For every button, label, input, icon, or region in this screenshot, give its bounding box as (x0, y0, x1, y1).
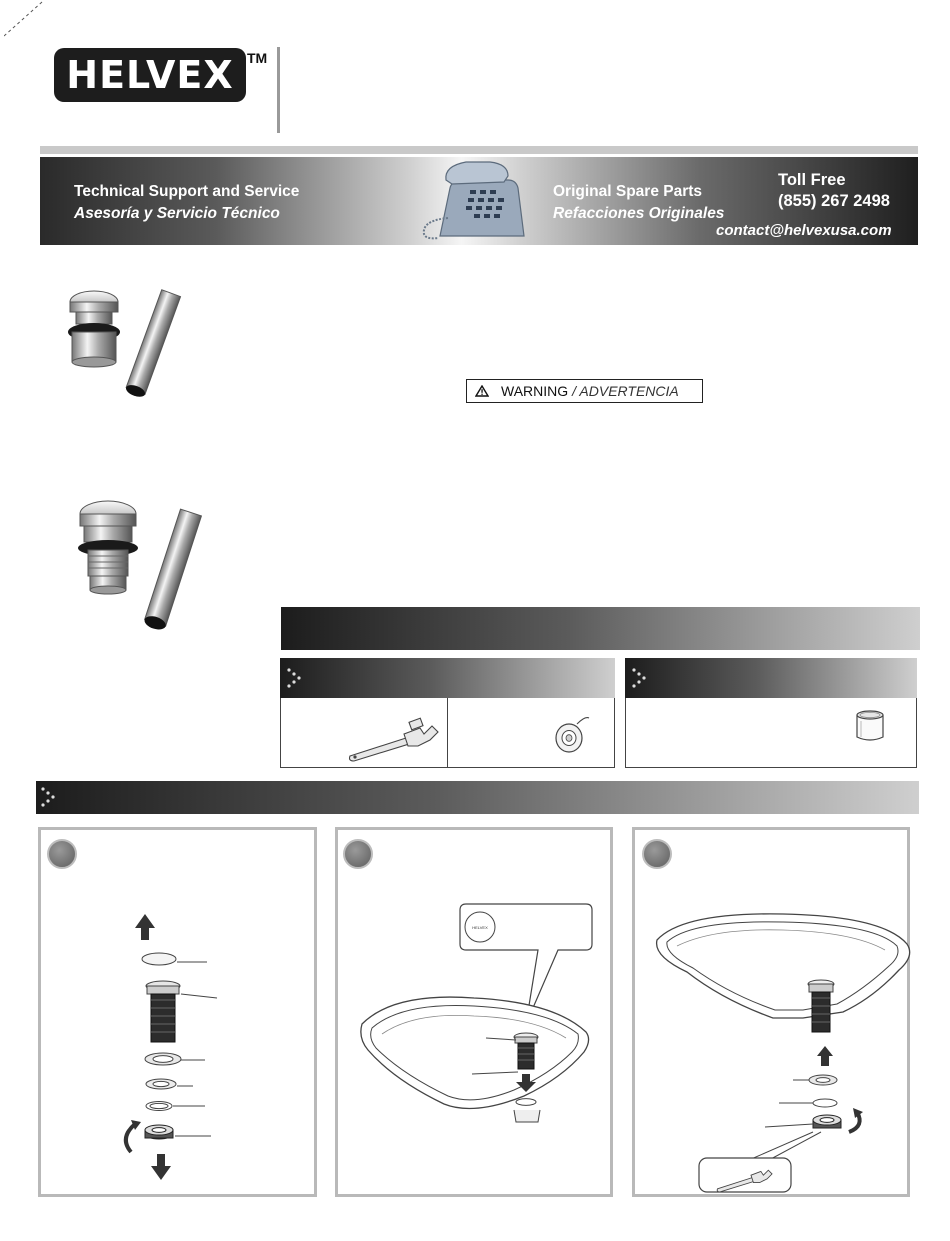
step-number-badge (343, 839, 373, 869)
drain-valve-product-image (58, 288, 188, 403)
materials-header (625, 658, 917, 698)
helvex-logo (54, 48, 246, 102)
warning-text-en: WARNING (501, 383, 569, 399)
sealant-can-icon (853, 709, 887, 743)
telephone-icon (412, 158, 530, 244)
drain-into-basin-diagram (354, 900, 604, 1192)
header-divider (277, 47, 280, 133)
cut-line (4, 0, 44, 40)
step-3-panel (632, 827, 910, 1197)
trademark-mark: TM (247, 50, 268, 66)
exploded-drain-diagram (101, 908, 261, 1190)
bullet-dots-icon (631, 667, 647, 689)
parts-title-es: Refacciones Originales (553, 205, 725, 222)
installation-steps-bar (36, 781, 919, 814)
warning-triangle-icon (475, 385, 489, 397)
bullet-dots-icon (286, 667, 302, 689)
support-title-es: Asesoría y Servicio Técnico (74, 205, 280, 222)
warning-text-es: / ADVERTENCIA (572, 383, 679, 399)
contact-email[interactable]: contact@helvexusa.com (716, 222, 892, 239)
warning-label (466, 379, 703, 403)
pipe-wrench-icon (346, 716, 442, 762)
step-2-panel (335, 827, 613, 1197)
tools-divider (447, 698, 448, 768)
section-header-bar (281, 607, 920, 650)
banner-rule (40, 146, 918, 154)
step-number-badge (642, 839, 672, 869)
callout-brand-text: HELVEX (472, 925, 488, 930)
tools-header (280, 658, 615, 698)
step-1-panel (38, 827, 317, 1197)
phone-number[interactable]: (855) 267 2498 (778, 192, 890, 210)
teflon-tape-icon (551, 716, 591, 756)
fasten-nut-diagram (653, 894, 915, 1194)
step-number-badge (47, 839, 77, 869)
threaded-drain-product-image (74, 498, 210, 638)
parts-title-en: Original Spare Parts (553, 183, 703, 200)
toll-free-label: Toll Free (778, 171, 846, 189)
logo-text: HELVEX (66, 53, 234, 97)
bullet-dots-icon (40, 786, 56, 808)
support-title-en: Technical Support and Service (74, 183, 300, 200)
